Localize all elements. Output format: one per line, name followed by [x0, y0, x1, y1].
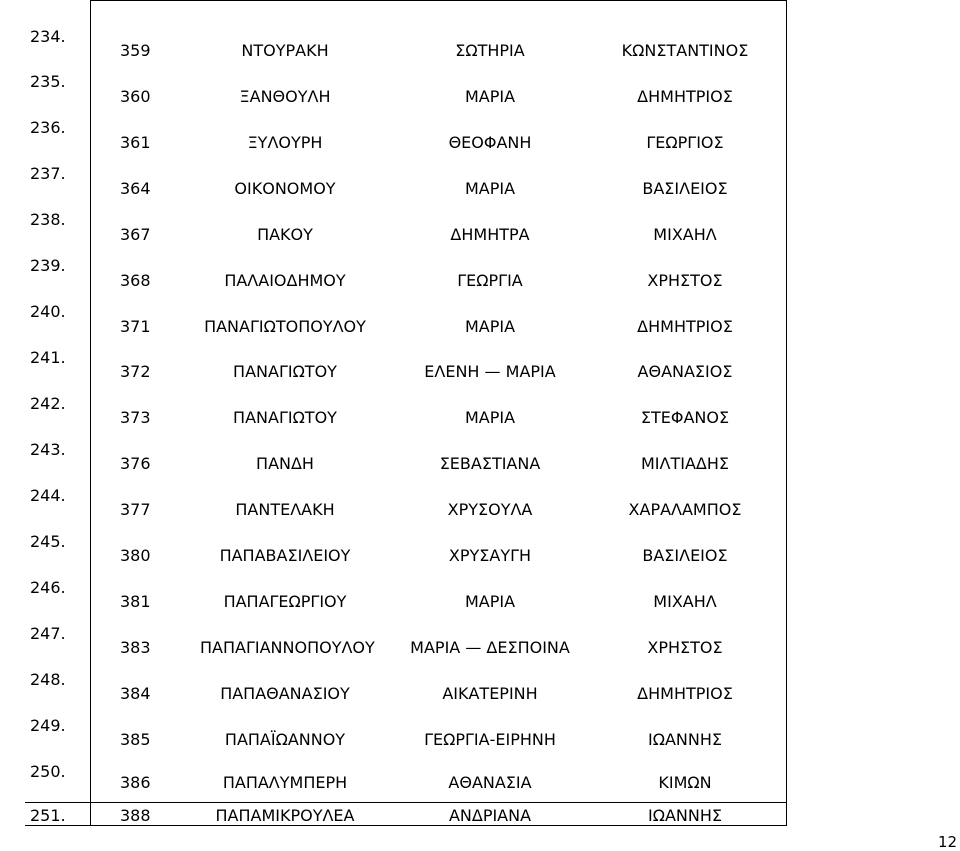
row-father-name: ΓΕΩΡΓΙΟΣ — [646, 133, 724, 152]
row-surname: ΠΑΠΑΓΕΩΡΓΙΟΥ — [223, 592, 347, 611]
row-surname: ΠΑΛΑΙΟΔΗΜΟΥ — [224, 271, 346, 290]
row-father-name: ΜΙΧΑΗΛ — [653, 592, 717, 611]
row-index: 239. — [30, 256, 66, 275]
row-index: 243. — [30, 440, 66, 459]
row-code: 371 — [120, 317, 151, 336]
row-surname: ΠΑΝΑΓΙΩΤΟΥ — [233, 362, 337, 381]
row-first-name: ΧΡΥΣΟΥΛΑ — [447, 500, 533, 519]
row-father-name: ΙΩΑΝΝΗΣ — [648, 730, 722, 749]
table-row-divider — [25, 802, 787, 803]
row-father-name: ΧΡΗΣΤΟΣ — [647, 638, 723, 657]
table-border-right — [786, 0, 787, 826]
row-code: 367 — [120, 225, 151, 244]
row-code: 364 — [120, 179, 151, 198]
row-index: 235. — [30, 72, 66, 91]
row-code: 359 — [120, 41, 151, 60]
row-first-name: ΘΕΟΦΑΝΗ — [448, 133, 532, 152]
row-first-name: ΣΩΤΗΡΙΑ — [455, 41, 525, 60]
row-index: 246. — [30, 578, 66, 597]
row-surname: ΠΑΠΑΪΩΑΝΝΟΥ — [224, 730, 346, 749]
row-surname: ΠΑΠΑΘΑΝΑΣΙΟΥ — [220, 684, 350, 703]
row-index: 237. — [30, 164, 66, 183]
row-father-name: ΚΙΜΩΝ — [658, 773, 712, 792]
row-first-name: ΑΙΚΑΤΕΡΙΝΗ — [442, 684, 538, 703]
row-surname: ΠΑΠΑΜΙΚΡΟΥΛΕΑ — [215, 806, 355, 825]
row-index: 242. — [30, 394, 66, 413]
row-code: 361 — [120, 133, 151, 152]
row-father-name: ΣΤΕΦΑΝΟΣ — [640, 408, 730, 427]
row-index: 238. — [30, 210, 66, 229]
row-father-name: ΜΙΛΤΙΑΔΗΣ — [641, 454, 729, 473]
row-father-name: ΙΩΑΝΝΗΣ — [648, 806, 722, 825]
row-code: 360 — [120, 87, 151, 106]
row-father-name: ΑΘΑΝΑΣΙΟΣ — [637, 362, 733, 381]
row-surname: ΠΑΝΔΗ — [256, 454, 314, 473]
row-code: 383 — [120, 638, 151, 657]
table-border-top — [90, 0, 787, 1]
row-first-name: ΓΕΩΡΓΙΑ — [457, 271, 523, 290]
row-code: 376 — [120, 454, 151, 473]
row-surname: ΠΑΠΑΒΑΣΙΛΕΙΟΥ — [219, 546, 351, 565]
row-surname: ΟΙΚΟΝΟΜΟΥ — [234, 179, 336, 198]
row-first-name: ΜΑΡΙΑ — [464, 179, 516, 198]
row-index: 240. — [30, 302, 66, 321]
row-first-name: ΜΑΡΙΑ — [464, 87, 516, 106]
row-surname: ΞΥΛΟΥΡΗ — [247, 133, 323, 152]
row-surname: ΠΑΚΟΥ — [257, 225, 313, 244]
table-column-divider — [90, 0, 91, 826]
row-code: 385 — [120, 730, 151, 749]
row-index: 250. — [30, 762, 66, 781]
row-first-name: ΜΑΡΙΑ — [464, 408, 516, 427]
row-code: 372 — [120, 362, 151, 381]
table-border-bottom — [25, 825, 787, 826]
row-surname: ΠΑΠΑΛΥΜΠΕΡΗ — [222, 773, 348, 792]
row-code: 373 — [120, 408, 151, 427]
row-father-name: ΧΑΡΑΛΑΜΠΟΣ — [628, 500, 742, 519]
row-index: 245. — [30, 532, 66, 551]
row-father-name: ΔΗΜΗΤΡΙΟΣ — [637, 317, 733, 336]
row-first-name: ΣΕΒΑΣΤΙΑΝΑ — [439, 454, 541, 473]
row-surname: ΠΑΝΑΓΙΩΤΟΥ — [233, 408, 337, 427]
row-code: 377 — [120, 500, 151, 519]
page-number: 12 — [938, 833, 958, 851]
row-index: 236. — [30, 118, 66, 137]
row-surname: ΝΤΟΥΡΑΚΗ — [241, 41, 329, 60]
row-first-name: ΔΗΜΗΤΡΑ — [450, 225, 530, 244]
row-first-name: ΓΕΩΡΓΙΑ-ΕΙΡΗΝΗ — [424, 730, 556, 749]
row-index: 244. — [30, 486, 66, 505]
row-father-name: ΔΗΜΗΤΡΙΟΣ — [637, 87, 733, 106]
row-index: 247. — [30, 624, 66, 643]
row-first-name: ΑΘΑΝΑΣΙΑ — [448, 773, 532, 792]
row-first-name: ΕΛΕΝΗ — ΜΑΡΙΑ — [424, 362, 556, 381]
row-code: 380 — [120, 546, 151, 565]
row-father-name: ΜΙΧΑΗΛ — [653, 225, 717, 244]
row-surname: ΠΑΝΑΓΙΩΤΟΠΟΥΛΟΥ — [204, 317, 366, 336]
row-code: 386 — [120, 773, 151, 792]
row-first-name: ΑΝΔΡΙΑΝΑ — [448, 806, 532, 825]
row-code: 388 — [120, 806, 151, 825]
row-first-name: ΜΑΡΙΑ — [464, 592, 516, 611]
row-surname: ΠΑΝΤΕΛΑΚΗ — [235, 500, 335, 519]
row-father-name: ΚΩΝΣΤΑΝΤΙΝΟΣ — [621, 41, 749, 60]
row-index: 248. — [30, 670, 66, 689]
row-father-name: ΒΑΣΙΛΕΙΟΣ — [642, 546, 728, 565]
row-index: 234. — [30, 27, 66, 46]
row-code: 368 — [120, 271, 151, 290]
row-father-name: ΧΡΗΣΤΟΣ — [647, 271, 723, 290]
row-index: 241. — [30, 348, 66, 367]
row-index: 249. — [30, 716, 66, 735]
row-first-name: ΜΑΡΙΑ — ΔΕΣΠΟΙΝΑ — [410, 638, 570, 657]
row-surname: ΠΑΠΑΓΙΑΝΝΟΠΟΥΛΟΥ — [200, 638, 375, 657]
row-father-name: ΒΑΣΙΛΕΙΟΣ — [642, 179, 728, 198]
row-code: 381 — [120, 592, 151, 611]
row-index: 251. — [30, 806, 66, 825]
row-father-name: ΔΗΜΗΤΡΙΟΣ — [637, 684, 733, 703]
row-first-name: ΧΡΥΣΑΥΓΗ — [448, 546, 532, 565]
row-surname: ΞΑΝΘΟΥΛΗ — [239, 87, 331, 106]
row-first-name: ΜΑΡΙΑ — [464, 317, 516, 336]
row-code: 384 — [120, 684, 151, 703]
